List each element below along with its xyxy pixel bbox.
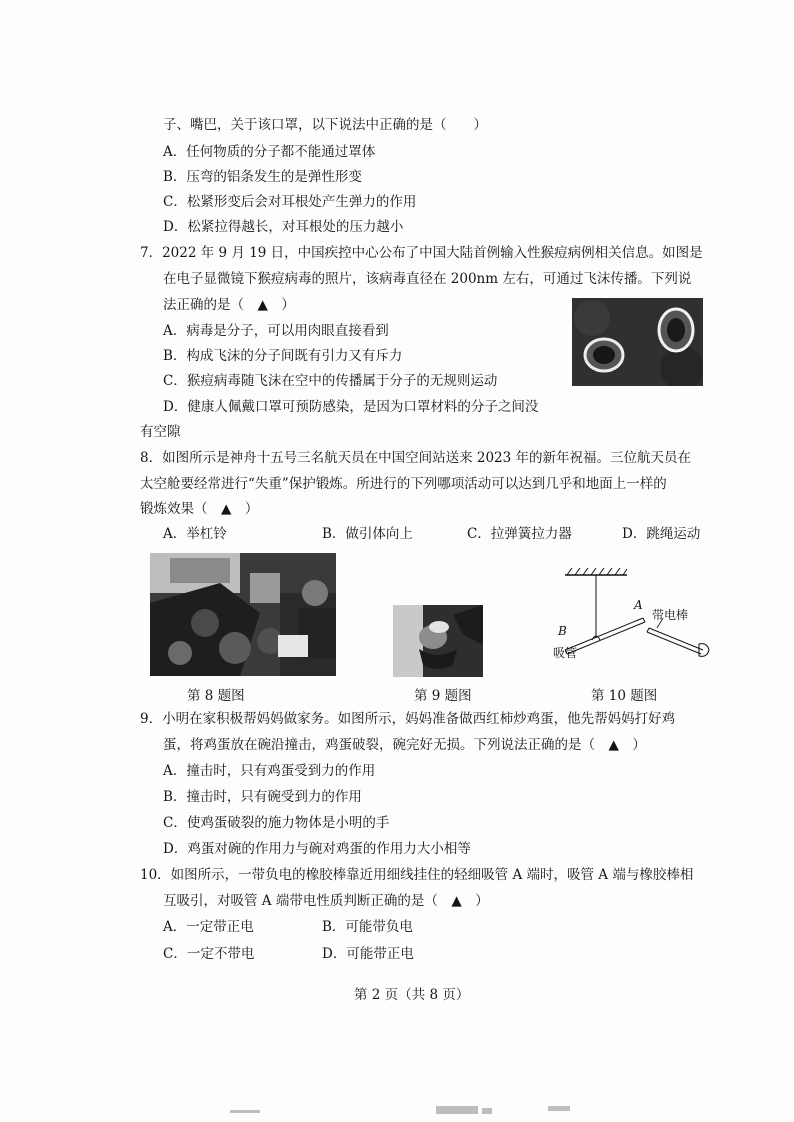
q10-option-b: B．可能带负电 [322, 919, 413, 935]
q7-stem-line2: 在电子显微镜下猴痘病毒的照片，该病毒直径在 200nm 左右，可通过飞沫传播。下列说 [163, 271, 692, 287]
q9-option-d: D．鸡蛋对碗的作用力与碗对鸡蛋的作用力大小相等 [163, 841, 471, 857]
virus-micrograph-drawing [572, 298, 703, 386]
q8-option-c: C．拉弹簧拉力器 [467, 526, 572, 542]
q9-stem-line1: 9．小明在家积极帮妈妈做家务。如图所示，妈妈准备做西红柿炒鸡蛋，他先帮妈妈打好鸡 [140, 711, 676, 727]
scan-bleed-drawing [230, 1100, 570, 1122]
astronauts-photo-drawing [150, 553, 336, 676]
q8-stem-line1: 8．如图所示是神舟十五号三名航天员在中国空间站送来 2023 年的新年祝福。三位航天员在 [140, 450, 692, 466]
q7-option-d-cont: 有空隙 [140, 424, 181, 440]
figure10-label-rod: 带电棒 [652, 608, 689, 622]
q9-option-c: C．使鸡蛋破裂的施力物体是小明的手 [163, 815, 390, 831]
q7-stem-line3: 法正确的是（ ▲ ） [163, 297, 295, 313]
q7-option-b: B．构成飞沫的分子间既有引力又有斥力 [163, 348, 403, 364]
figure8-caption: 第 8 题图 [187, 688, 245, 704]
q6-option-c: C．松紧形变后会对耳根处产生弹力的作用 [163, 194, 417, 210]
virus-micrograph [572, 298, 703, 386]
figure10-caption: 第 10 题图 [591, 688, 658, 704]
q8-option-d: D．跳绳运动 [622, 526, 701, 542]
figure10-label-a: A [634, 598, 643, 612]
egg-cracking-photo [393, 605, 483, 677]
q6-option-a: A．任何物质的分子都不能通过罩体 [163, 144, 376, 160]
q10-option-a: A．一定带正电 [163, 919, 254, 935]
q9-stem-line2: 蛋，将鸡蛋放在碗沿撞击，鸡蛋破裂，碗完好无损。下列说法正确的是（ ▲ ） [163, 737, 646, 753]
q8-stem-line3: 锻炼效果（ ▲ ） [140, 501, 259, 517]
figure10-label-b: B [558, 624, 567, 638]
astronauts-photo [150, 553, 336, 676]
scan-bleed-artifact [230, 1100, 570, 1122]
q8-stem-line2: 太空舱要经常进行“失重”保护锻炼。所进行的下列哪项活动可以达到几乎和地面上一样的 [140, 476, 667, 492]
q7-stem-line1: 7．2022 年 9 月 19 日，中国疾控中心公布了中国大陆首例输入性猴痘病例相关信息。如图是 [140, 245, 703, 261]
q7-option-c: C．猴痘病毒随飞沫在空中的传播属于分子的无规则运动 [163, 373, 498, 389]
q10-option-c: C．一定不带电 [163, 946, 255, 962]
q9-option-a: A．撞击时，只有鸡蛋受到力的作用 [163, 763, 376, 779]
q7-option-d: D．健康人佩戴口罩可预防感染，是因为口罩材料的分子之间没 [163, 399, 539, 415]
page-number: 第 2 页（共 8 页） [354, 987, 470, 1003]
figure10-label-straw: 吸管 [553, 646, 578, 660]
q10-option-d: D．可能带正电 [322, 946, 414, 962]
q9-option-b: B．撞击时，只有碗受到力的作用 [163, 789, 362, 805]
figure9-caption: 第 9 题图 [414, 688, 472, 704]
q8-option-b: B．做引体向上 [322, 526, 413, 542]
q10-stem-line2: 互吸引，对吸管 A 端带电性质判断正确的是（ ▲ ） [163, 893, 489, 909]
q10-stem-line1: 10．如图所示，一带负电的橡胶棒靠近用细线挂住的轻细吸管 A 端时，吸管 A 端与橡胶棒相 [140, 867, 694, 883]
q8-option-a: A．举杠铃 [163, 526, 227, 542]
egg-cracking-drawing [393, 605, 483, 677]
q6-stem-cont: 子、嘴巴，关于该口罩，以下说法中正确的是（ ） [163, 117, 487, 133]
q6-option-d: D．松紧拉得越长，对耳根处的压力越小 [163, 219, 404, 235]
q6-option-b: B．压弯的铝条发生的是弹性形变 [163, 169, 362, 185]
q7-option-a: A．病毒是分子，可以用肉眼直接看到 [163, 323, 389, 339]
